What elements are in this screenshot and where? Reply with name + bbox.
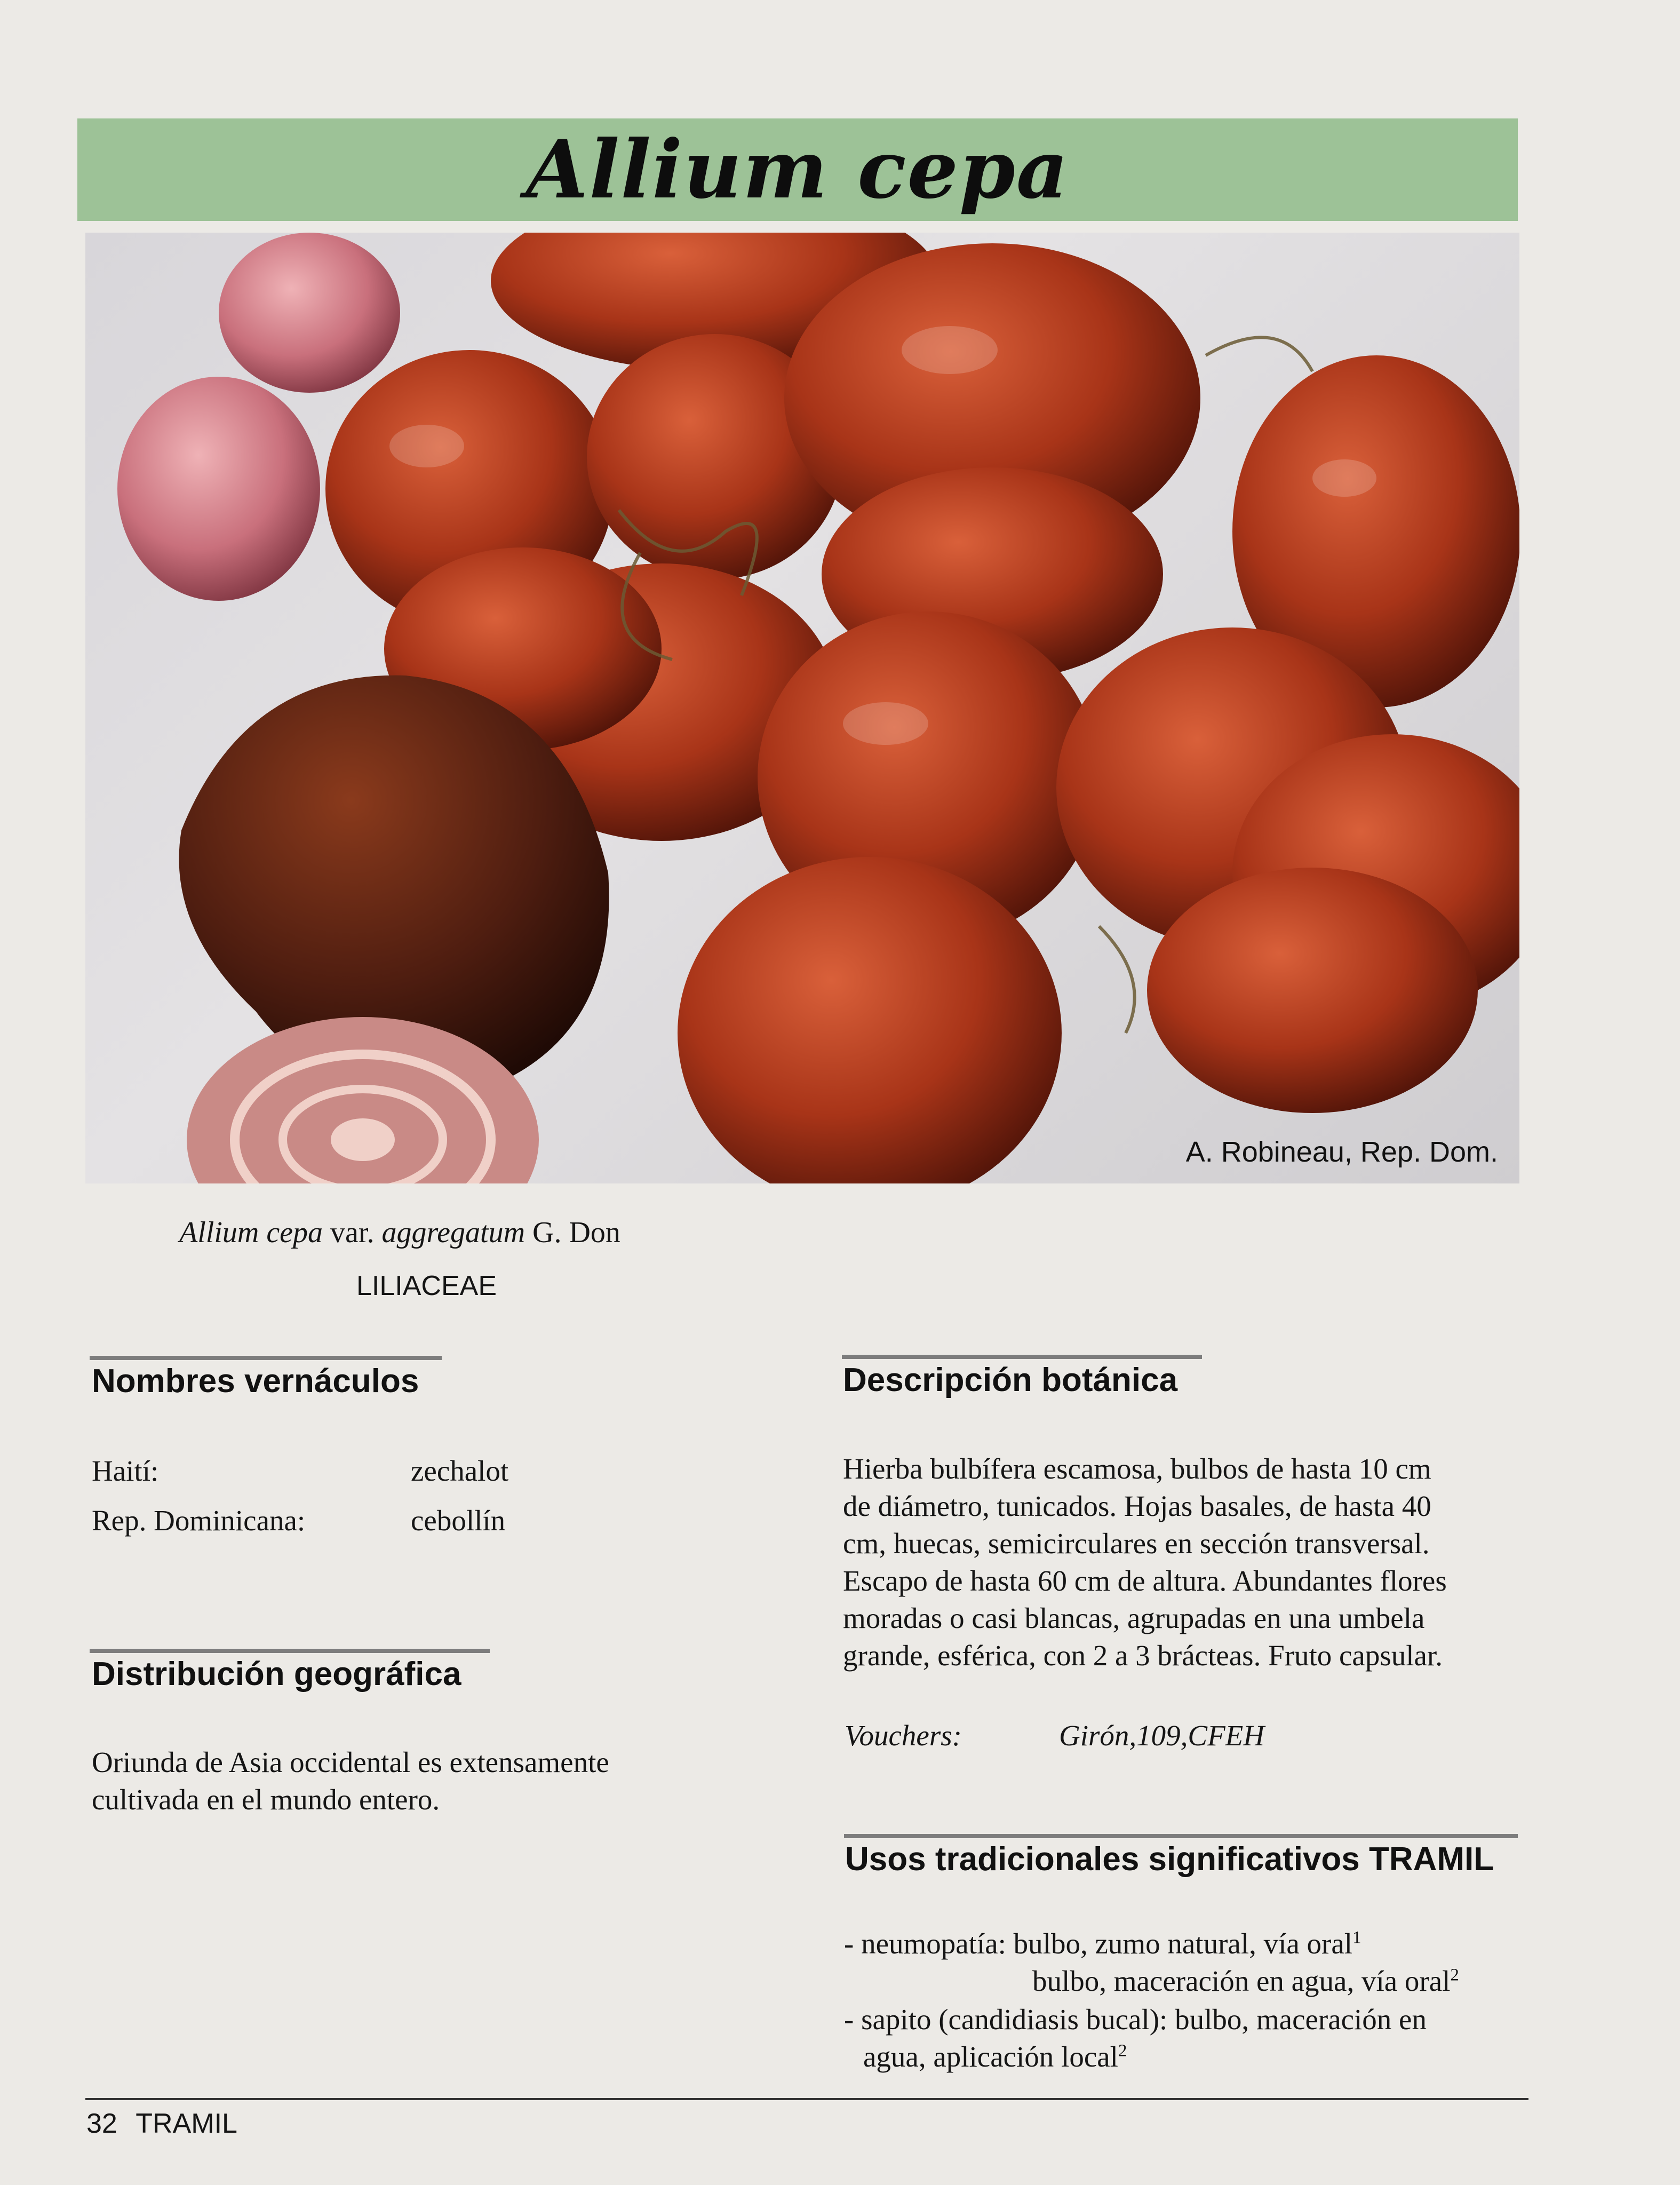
onion-bulb bbox=[1147, 868, 1478, 1113]
uses-item-continuation bbox=[863, 2038, 1127, 2076]
footer-rule bbox=[85, 2098, 1528, 2100]
species-author: G. Don bbox=[532, 1216, 620, 1249]
vernacular-name: cebollín bbox=[411, 1504, 506, 1537]
variety-name: aggregatum bbox=[381, 1216, 526, 1249]
species-name: Allium cepa bbox=[179, 1216, 323, 1249]
botanical-heading: Descripción botánica bbox=[843, 1362, 1178, 1399]
reference-number: 1 bbox=[1352, 1928, 1361, 1948]
uses-item-continuation bbox=[1032, 1962, 1459, 2000]
reference-number: 2 bbox=[1450, 1965, 1459, 1985]
page-title: Allium cepa bbox=[526, 123, 1070, 217]
page-footer bbox=[86, 2108, 237, 2140]
section-rule bbox=[90, 1649, 490, 1653]
uses-item bbox=[844, 2001, 1427, 2038]
uses-heading: Usos tradicionales significativos TRAMIL bbox=[845, 1841, 1494, 1878]
family-name: LILIACEAE bbox=[356, 1270, 497, 1301]
plant-photo bbox=[85, 233, 1519, 1183]
vouchers-value: Girón,109,CFEH bbox=[1059, 1719, 1264, 1752]
title-band bbox=[77, 118, 1518, 221]
species-caption bbox=[179, 1215, 620, 1250]
section-rule bbox=[844, 1834, 1518, 1838]
text-line: - sapito (candidiasis bucal): bulbo, maceración en bbox=[844, 2003, 1427, 2036]
text-line: Oriunda de Asia occidental es extensamente bbox=[92, 1746, 609, 1778]
shallot-bulb bbox=[117, 377, 320, 601]
text-line: cm, huecas, semicirculares en sección transversal. bbox=[843, 1527, 1430, 1560]
vernacular-place: Rep. Dominicana: bbox=[92, 1504, 306, 1537]
section-rule bbox=[842, 1355, 1202, 1359]
onion-illustration bbox=[85, 233, 1519, 1183]
reference-number: 2 bbox=[1118, 2041, 1127, 2061]
text-line: agua, aplicación local bbox=[863, 2040, 1118, 2073]
photo-credit: A. Robineau, Rep. Dom. bbox=[1185, 1136, 1498, 1168]
page-number: 32 bbox=[86, 2108, 117, 2139]
vernacular-name: zechalot bbox=[411, 1455, 509, 1487]
text-line: - neumopatía: bulbo, zumo natural, vía oral bbox=[844, 1927, 1353, 1960]
shallot-bulb bbox=[219, 233, 400, 393]
text-line: bulbo, maceración en agua, vía oral bbox=[1032, 1965, 1451, 1997]
text-line: Hierba bulbífera escamosa, bulbos de hasta 10 cm bbox=[843, 1452, 1431, 1485]
text-line: de diámetro, tunicados. Hojas basales, de hasta 40 bbox=[843, 1490, 1431, 1522]
text-line: grande, esférica, con 2 a 3 brácteas. Fruto capsular. bbox=[843, 1639, 1443, 1672]
section-rule bbox=[90, 1356, 442, 1360]
botanical-text bbox=[843, 1450, 1447, 1674]
footer-label: TRAMIL bbox=[136, 2108, 237, 2139]
vernacular-heading: Nombres vernáculos bbox=[92, 1363, 419, 1400]
distribution-heading: Distribución geográfica bbox=[92, 1656, 461, 1693]
uses-item bbox=[844, 1925, 1361, 1962]
text-line: cultivada en el mundo entero. bbox=[92, 1783, 440, 1816]
vouchers-label: Vouchers: bbox=[845, 1719, 962, 1752]
text-line: Escapo de hasta 60 cm de altura. Abundantes flores bbox=[843, 1564, 1447, 1597]
distribution-text bbox=[92, 1744, 609, 1818]
text-line: moradas o casi blancas, agrupadas en una umbela bbox=[843, 1602, 1425, 1634]
vernacular-place: Haití: bbox=[92, 1455, 159, 1487]
var-label: var. bbox=[330, 1216, 375, 1249]
